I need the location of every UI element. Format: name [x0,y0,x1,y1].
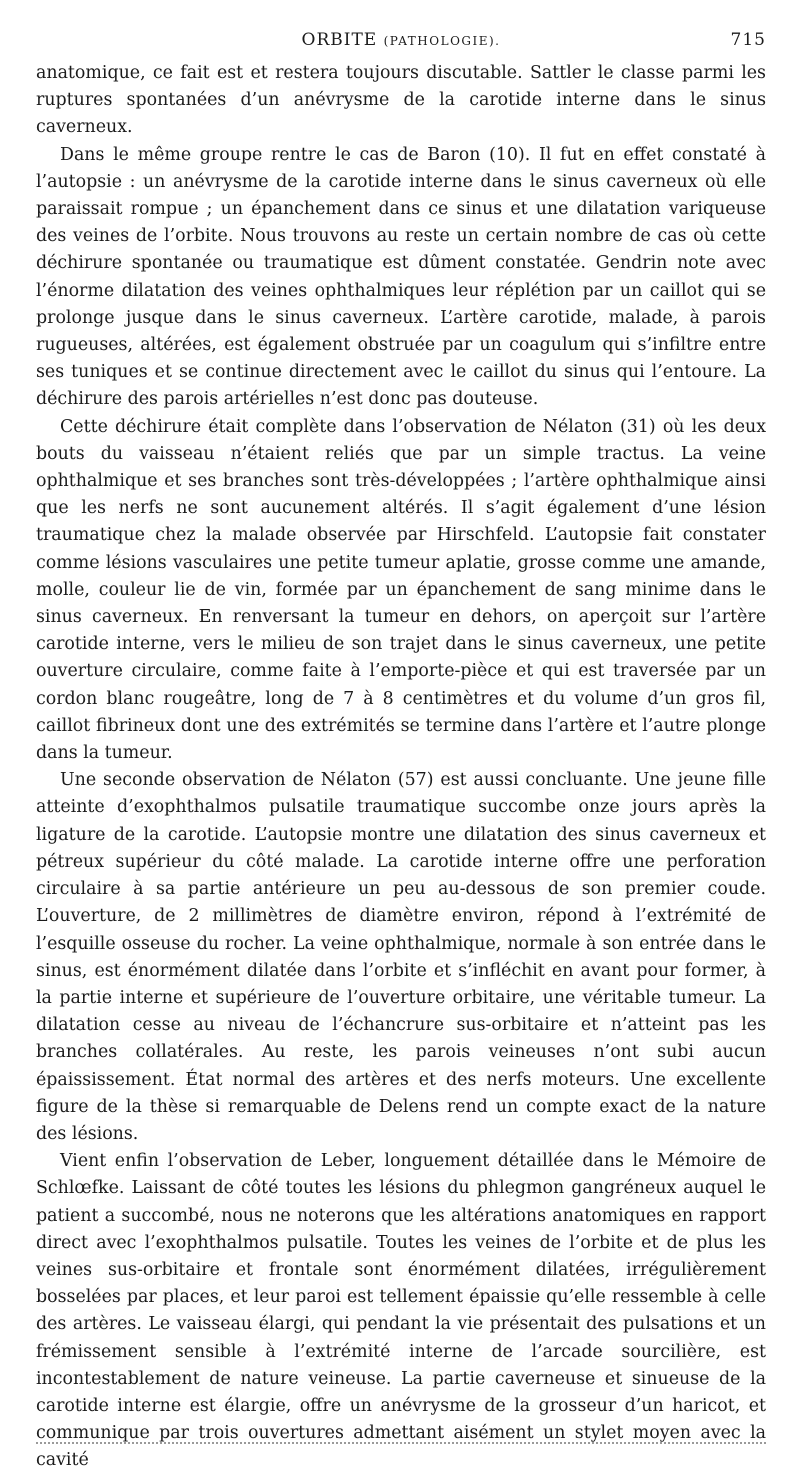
running-header [36,30,766,60]
footer-dotted-rule [36,1442,766,1446]
page-number: 715 [730,30,766,50]
running-title-main: ORBITE [301,30,378,50]
page [36,30,766,1475]
paragraph-5: Vient enfin l’observation de Leber, longuement détaillée dans le Mémoire de Schlœfke. Laissant de côté toutes les lésions du phlegmon gangréneux auquel le patient a succombé, nous ne noterons que les altérations anatomiques en rapport direct avec l’exophthalmos pulsatile. Toutes les veines de l’orbite et de plus les veines sus-orbitaire et frontale sont énormément dilatées, irrégulièrement bosselées par places, et leur paroi est tellement épaissie qu’elle ressemble à celle des artères. Le vaisseau élargi, qui pendant la vie présentait des pulsations et un frémissement sensible à l’extrémité interne de l’arcade sourcilière, est incontestablement de nature veineuse. La partie caverneuse et sinueuse de la carotide interne est élargie, offre un anévrysme de la grosseur d’un haricot, et communique par trois ouvertures admettant aisément un stylet moyen avec la cavité [36,1151,766,1471]
paragraph-1: anatomique, ce fait est et restera toujours discutable. Sattler le classe parmi les ruptures spontanées d’un anévrysme de la carotide interne dans le sinus caverneux. [36,63,766,138]
body-text [36,60,766,1475]
running-title [36,30,766,50]
paragraph-2: Dans le même groupe rentre le cas de Baron (10). Il fut en effet constaté à l’autopsie : un anévrysme de la carotide interne dans le sinus caverneux où elle paraissait rompue ; un épanchement dans ce sinus et une dilatation variqueuse des veines de l’orbite. Nous trouvons au reste un certain nombre de cas où cette déchirure spontanée ou traumatique est dûment constatée. Gendrin note avec l’énorme dilatation des veines ophthalmiques leur réplétion par un caillot qui se prolonge jusque dans le sinus caverneux. L’artère carotide, malade, à parois rugueuses, altérées, est également obstruée par un coagulum qui s’infiltre entre ses tuniques et se continue directement avec le caillot du sinus qui l’entoure. La déchirure des parois artérielles n’est donc pas douteuse. [36,144,766,410]
paragraph-4: Une seconde observation de Nélaton (57) est aussi concluante. Une jeune fille atteinte d’exophthalmos pulsatile traumatique succombe onze jours après la ligature de la carotide. L’autopsie montre une dilatation des sinus caverneux et pétreux supérieur du côté malade. La carotide interne offre une perforation circulaire à sa partie antérieure un peu au-dessous de son premier coude. L’ouverture, de 2 millimètres de diamètre environ, répond à l’extrémité de l’esquille osseuse du rocher. La veine ophthalmique, normale à son entrée dans le sinus, est énormément dilatée dans l’orbite et s’infléchit en avant pour former, à la partie interne et supérieure de l’ouverture orbitaire, une véritable tumeur. La dilatation cesse au niveau de l’échancrure sus-orbitaire et n’atteint pas les branches collatérales. Au reste, les parois veineuses n’ont subi aucun épaississement. État normal des artères et des nerfs moteurs. Une excellente figure de la thèse si remarquable de Delens rend un compte exact de la nature des lésions. [36,770,766,1144]
paragraph-3: Cette déchirure était complète dans l’observation de Nélaton (31) où les deux bouts du vaisseau n’étaient reliés que par un simple tractus. La veine ophthalmique et ses branches sont très-développées ; l’artère ophthalmique ainsi que les nerfs ne sont aucunement altérés. Il s’agit également d’une lésion traumatique chez la malade observée par Hirschfeld. L’autopsie fait constater comme lésions vasculaires une petite tumeur aplatie, grosse comme une amande, molle, couleur lie de vin, formée par un épanchement de sang minime dans le sinus caverneux. En renversant la tumeur en dehors, on aperçoit sur l’artère carotide interne, vers le milieu de son trajet dans le sinus caverneux, une petite ouverture circulaire, comme faite à l’emporte-pièce et qui est traversée par un cordon blanc rougeâtre, long de 7 à 8 centimètres et du volume d’un gros fil, caillot fibrineux dont une des extrémités se termine dans l’artère et l’autre plonge dans la tumeur. [36,416,766,764]
running-title-sub: (PATHOLOGIE). [383,34,501,48]
